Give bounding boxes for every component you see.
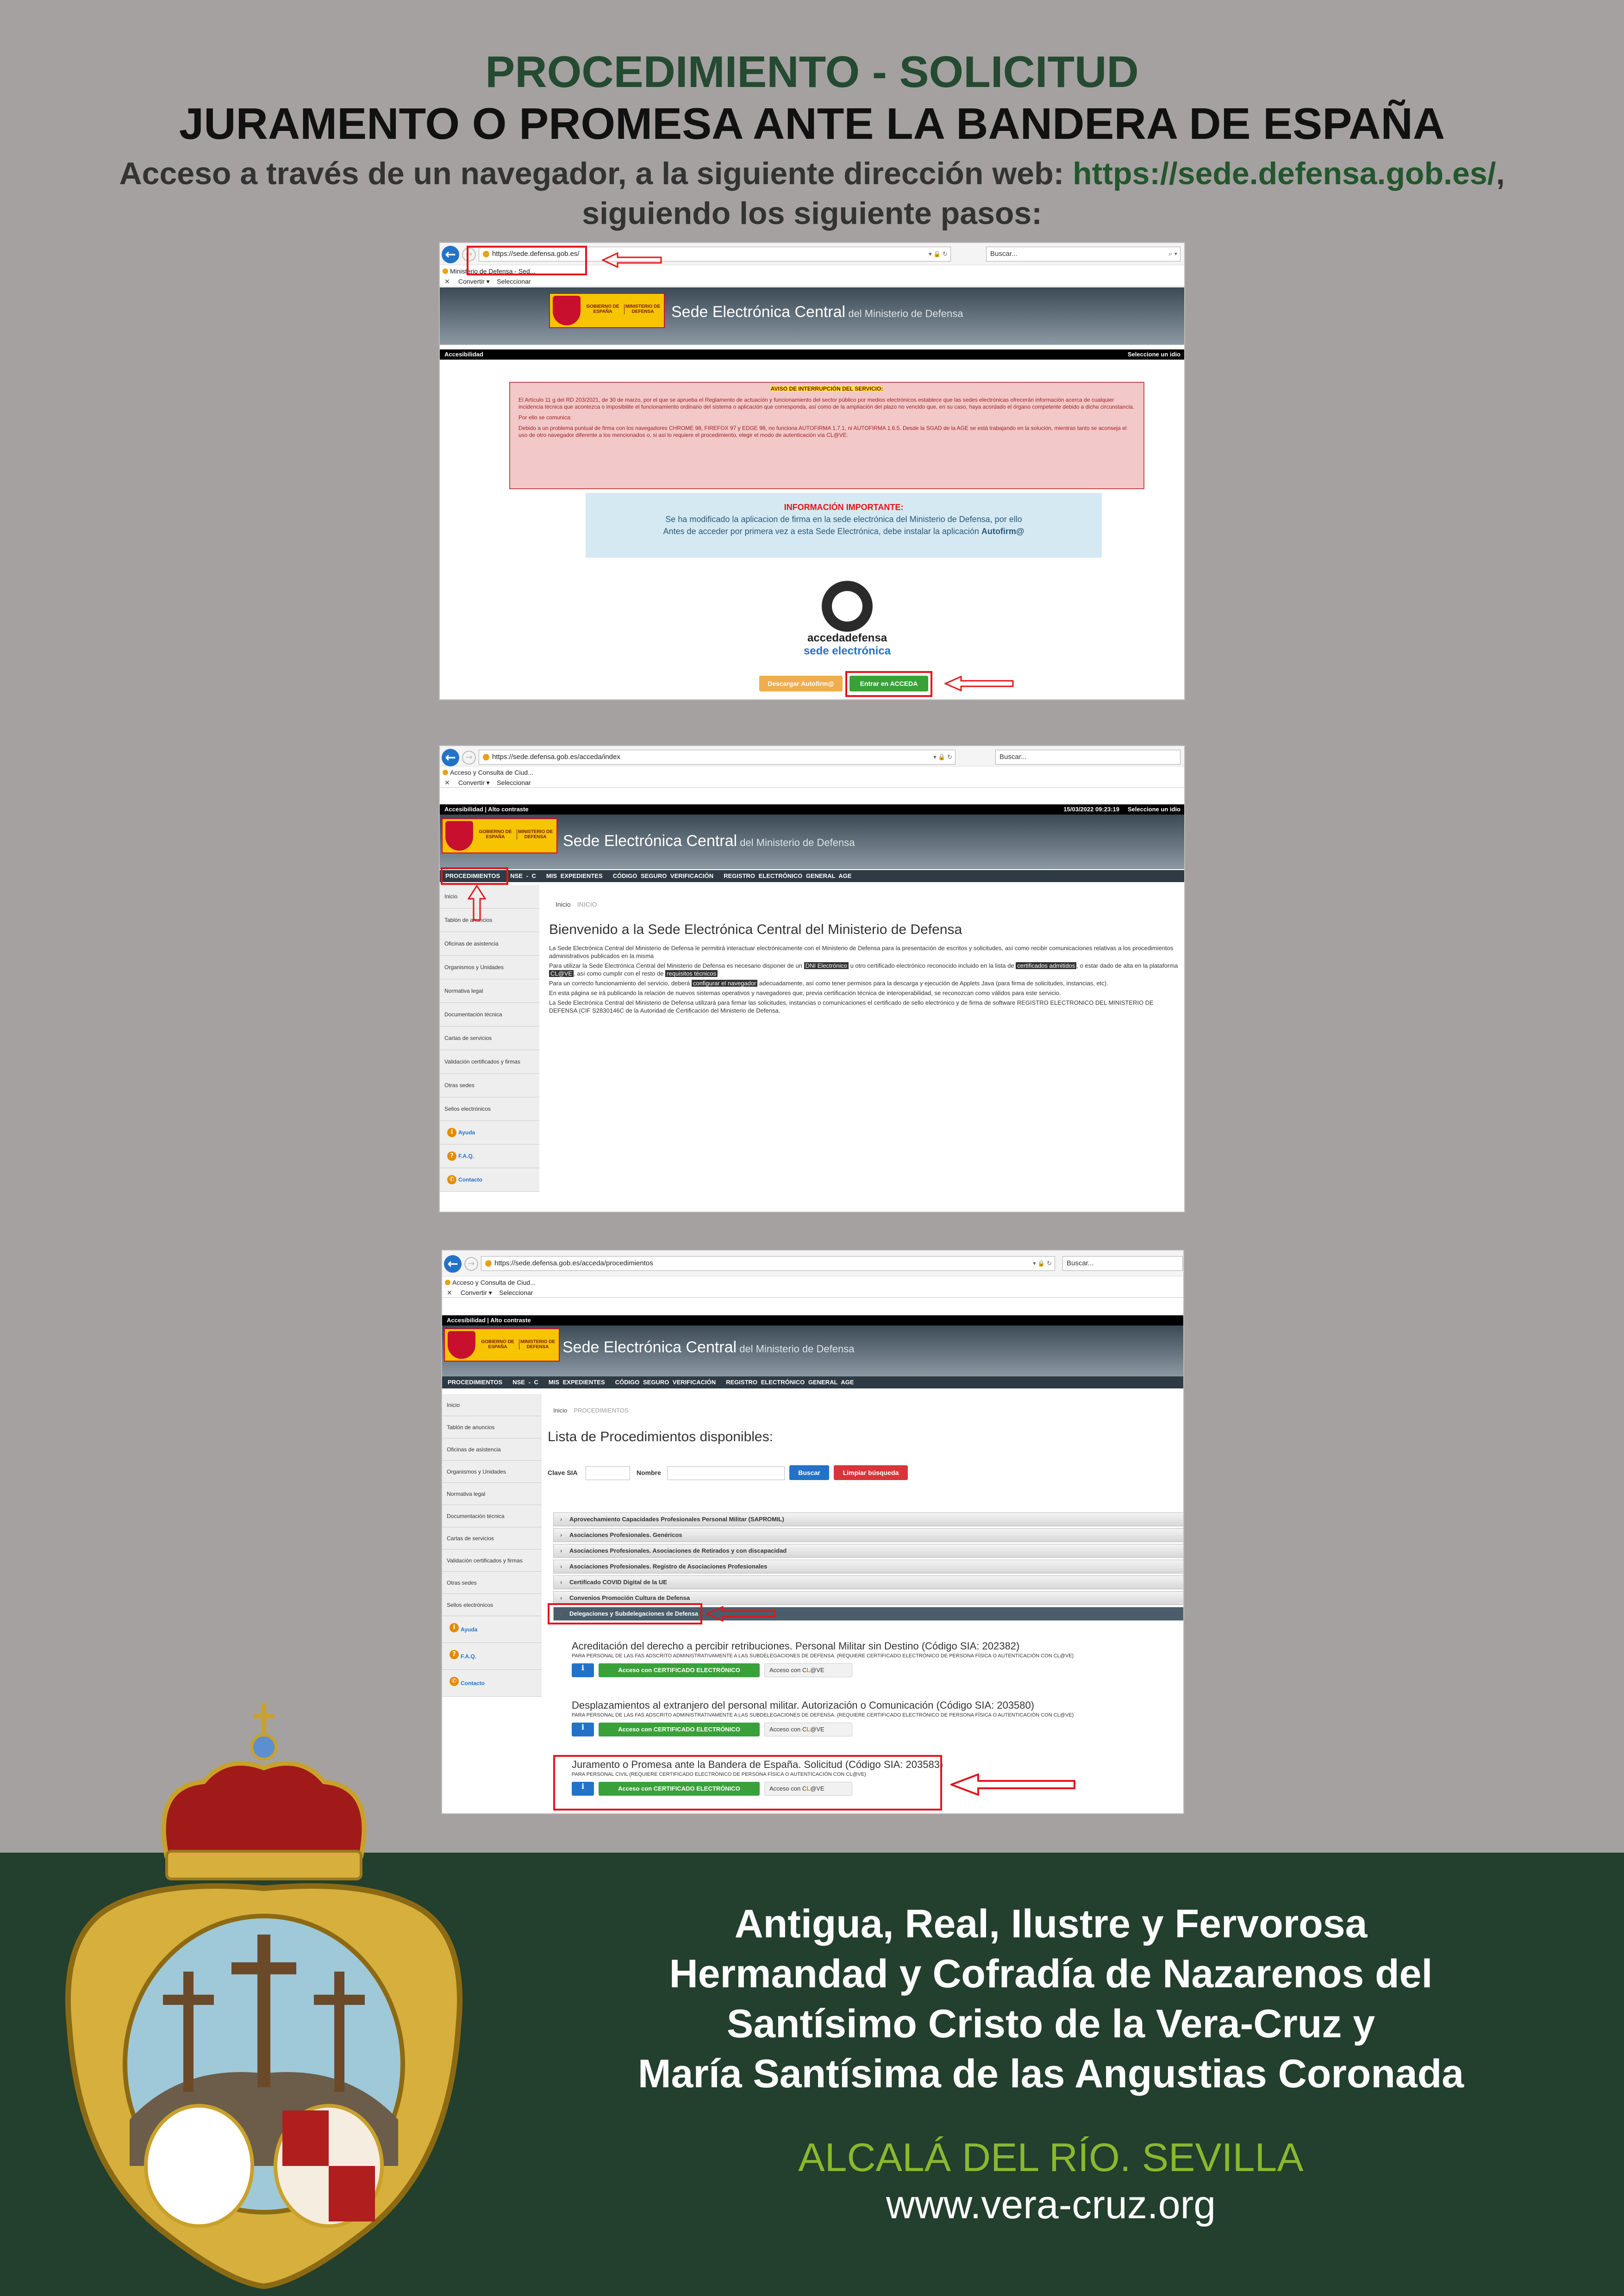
- forward-arrow-icon[interactable]: →: [462, 248, 476, 261]
- site-header: [440, 287, 1184, 345]
- nav-expedientes[interactable]: MIS EXPEDIENTES: [548, 1379, 605, 1386]
- welcome-content: Bienvenido a la Sede Electrónica Central del Ministerio de Defensa La Sede Electrónica Central del Ministerio de Defensa le permitirá interactuar electrónicamente con el Ministerio de Defensa para la presentación de escritos y solicitudes, así como recibir comunicaciones relativas a los procedimientos administrativos publicados en la misma Para utilizar la Sede Electrónica Central del Ministerio de Defensa es necesario disponer de un DNI Electrónico u otro certificado electrónico reconocido incluido en la lista de certificados admitidos , o estar dado de alta en la plataforma CL@VE , así como cumplir con el resto de requisitos técnicos Para un correcto funcionamiento del servicio, deberá configurar el navegador adecuadamente, así como tener permisos para la descarga y ejecución de Applets Java (para firma de solicitudes, instancias, etc). En esta página se irá publicando la relación de nuevos sistemas operativos y navegadores que, previa certificación técnica de interoperabilidad, se reconozcan como válidos para este servicio. La Sede Electrónica Central del Ministerio de Defensa utilizará para firmar las solicitudes, instancias o comunicaciones el certificado de sello electrónico y de firma de software REGISTRO ELECTRONICO DEL MINISTERIO DE DEFENSA (CIF S2830146C de la Autoridad de Certificación del Ministerio de Defensa.: [549, 922, 1183, 1016]
- close-icon[interactable]: ✕: [444, 278, 450, 285]
- back-arrow-icon[interactable]: ←: [442, 246, 459, 263]
- lock-icon: ▾ 🔒 ↻: [929, 250, 948, 257]
- faq-link[interactable]: ? F.A.Q.: [440, 1145, 539, 1168]
- screenshot-step-2: [439, 745, 1185, 1213]
- breadcrumb: Inicio INICIO: [556, 901, 597, 908]
- favicon-icon: [443, 770, 448, 775]
- main-nav: [440, 870, 1184, 882]
- sidebar-item[interactable]: Documentación técnica: [440, 1003, 539, 1027]
- category-row-open[interactable]: › Delegaciones y Subdelegaciones de Defensa: [553, 1607, 1184, 1621]
- site-title: Sede Electrónica Central del Ministerio de Defensa: [671, 303, 963, 321]
- category-highlight: [548, 1603, 702, 1624]
- toolbar: ✕ Convertir ▾ Seleccionar: [440, 276, 1184, 286]
- search-icon: ⌕ ▾: [1168, 250, 1177, 258]
- close-icon[interactable]: ✕: [444, 779, 450, 786]
- accessibility-bar: Accesibilidad | Alto contraste: [442, 1315, 1183, 1325]
- accessibility-bar: Accesibilidad Seleccione un idio: [440, 349, 1184, 360]
- sidebar-item[interactable]: Normativa legal: [442, 1483, 542, 1505]
- contact-link[interactable]: ✆ Contacto: [440, 1168, 539, 1192]
- sidebar: [440, 885, 539, 1192]
- nav-registro[interactable]: REGISTRO ELECTRÓNICO GENERAL AGE: [724, 872, 852, 879]
- procedure-title: PROCEDIMIENTO - SOLICITUD: [485, 47, 1139, 97]
- sidebar-item[interactable]: Otras sedes: [442, 1572, 542, 1594]
- address-bar[interactable]: https://sede.defensa.gob.es/acceda/procedimientos ▾ 🔒 ↻: [481, 1256, 1055, 1271]
- help-link[interactable]: i Ayuda: [442, 1616, 542, 1643]
- nombre-input[interactable]: [667, 1466, 785, 1480]
- red-arrow-up-icon: [468, 885, 486, 921]
- url-highlight: [467, 246, 587, 275]
- help-link[interactable]: i Ayuda: [440, 1121, 539, 1145]
- sidebar-item[interactable]: Sellos electrónicos: [442, 1594, 542, 1616]
- search-input[interactable]: Buscar...: [995, 750, 1181, 765]
- procedure-subtitle: JURAMENTO O PROMESA ANTE LA BANDERA DE ESPAÑA: [179, 99, 1445, 149]
- procedimientos-highlight: [441, 867, 508, 885]
- back-arrow-icon[interactable]: ←: [444, 1255, 462, 1273]
- sidebar-item[interactable]: Oficinas de asistencia: [442, 1438, 542, 1461]
- nav-procedimientos[interactable]: PROCEDIMIENTOS: [445, 872, 500, 879]
- category-row[interactable]: › Certificado COVID Digital de la UE: [553, 1575, 1184, 1589]
- screenshot-step-1: [439, 242, 1185, 700]
- enter-highlight: [845, 671, 932, 697]
- nav-csv[interactable]: CÓDIGO SEGURO VERIFICACIÓN: [615, 1379, 716, 1386]
- important-info: INFORMACIÓN IMPORTANTE: Se ha modificado la aplicacion de firma en la sede electrónica del Ministerio de Defensa, por ello Antes de acceder por primera vez a esta Sede Electrónica, debe instalar la aplicación Autofirm@: [586, 493, 1102, 558]
- certificate-access-button[interactable]: Acceso con CERTIFICADO ELECTRÓNICO: [599, 1782, 760, 1796]
- browser-tab[interactable]: Acceso y Consulta de Ciud...: [440, 767, 1184, 778]
- coat-of-arms-icon: [42, 1703, 486, 2291]
- crown-icon: [164, 1763, 364, 1856]
- download-autofirma-button[interactable]: Descargar Autofirm@: [759, 676, 843, 691]
- sidebar-item[interactable]: Cartas de servicios: [440, 1027, 539, 1050]
- government-logo: GOBIERNO DE ESPAÑA MINISTERIO DE DEFENSA: [444, 1328, 560, 1362]
- red-arrow-icon: [950, 1773, 1075, 1796]
- nav-procedimientos[interactable]: PROCEDIMIENTOS: [448, 1379, 503, 1386]
- site-title: Sede Electrónica Central del Ministerio de Defensa: [562, 1338, 855, 1356]
- sidebar-item[interactable]: Validación certificados y firmas: [442, 1549, 542, 1572]
- category-row[interactable]: › Asociaciones Profesionales. Genéricos: [553, 1528, 1184, 1542]
- faq-link[interactable]: ? F.A.Q.: [442, 1643, 542, 1670]
- coat-of-arms-icon: [448, 1331, 475, 1359]
- favicon-icon: [445, 1280, 450, 1285]
- red-arrow-icon: [944, 676, 1014, 691]
- enter-acceda-button[interactable]: Entrar en ACCEDA: [849, 676, 928, 691]
- nav-expedientes[interactable]: MIS EXPEDIENTES: [546, 872, 603, 879]
- sidebar-item[interactable]: Validación certificados y firmas: [440, 1050, 539, 1074]
- address-bar[interactable]: https://sede.defensa.gob.es/acceda/index ▾ 🔒 ↻: [479, 750, 956, 765]
- sidebar: [442, 1394, 542, 1697]
- site-header: [442, 1325, 1183, 1376]
- procedures-title: Lista de Procedimientos disponibles:: [548, 1429, 773, 1444]
- info-icon[interactable]: i: [572, 1663, 594, 1677]
- sidebar-item[interactable]: Otras sedes: [440, 1074, 539, 1097]
- sidebar-item[interactable]: Cartas de servicios: [442, 1527, 542, 1549]
- sidebar-item[interactable]: Normativa legal: [440, 979, 539, 1003]
- certificate-access-button[interactable]: Acceso con CERTIFICADO ELECTRÓNICO: [599, 1723, 760, 1736]
- browser-tab[interactable]: Acceso y Consulta de Ciud...: [442, 1277, 1183, 1288]
- service-alert: AVISO DE INTERRUPCIÓN DEL SERVICIO: El Artículo 11 g del RD 203/2021, de 30 de marzo, por el que se aprueba el Reglamento de actuación y funcionamiento del sector público por medios electrónicos establece que las sedes electrónicas ofrecerán información acerca de cualquier incidencia técnica que acontezca o imposibilite el funcionamiento ordinario del sistema o aplicación que corresponda, así como de la ampliación del plazo no vencido que, en su caso, haya acordado el órgano competente debido a dicha circunstancia. Por ello se comunica: Debido a un problema puntual de firma con los navegadores CHROME 98, FIREFOX 97 y EDGE 98, no funciona AUTOFIRMA 1.7.1, ni AUTOFIRMA 1.6.5. Desde la SGAD de la AGE se está trabajando en la solución, mientras tanto se aconseja el uso de otro navegador diferente a los mencionados o, si así lo requiere el procedimiento, elegir el modo de autenticación vía CL@VE.: [509, 382, 1144, 489]
- brotherhood-name: Antigua, Real, Ilustre y Fervorosa Hermandad y Cofradía de Nazarenos del Santísimo Cristo de la Vera-Cruz y María Santísima de las Angustias Coronada: [637, 1902, 1464, 2096]
- instructions: Acceso a través de un navegador, a la siguiente dirección web: https://sede.defensa.gob.es/, siguiendo los siguiente pasos:: [119, 156, 1505, 231]
- category-row[interactable]: › Aprovechamiento Capacidades Profesionales Personal Militar (SAPROMIL): [553, 1512, 1184, 1526]
- toolbar: ✕ Convertir ▾ Seleccionar: [442, 1288, 1183, 1298]
- address-bar[interactable]: https://sede.defensa.gob.es/ ▾ 🔒 ↻: [479, 247, 951, 261]
- nav-registro[interactable]: REGISTRO ELECTRÓNICO GENERAL AGE: [726, 1379, 854, 1386]
- search-input[interactable]: Buscar...: [1062, 1256, 1183, 1271]
- browser-tab[interactable]: Ministerio de Defensa - Sed...: [440, 266, 1184, 276]
- certificate-access-button[interactable]: Acceso con CERTIFICADO ELECTRÓNICO: [599, 1663, 760, 1677]
- clear-search-button[interactable]: Limpiar búsqueda: [834, 1465, 908, 1480]
- main-nav: [442, 1376, 1183, 1388]
- forward-arrow-icon[interactable]: →: [464, 1257, 478, 1271]
- clave-sia-input[interactable]: [586, 1466, 630, 1480]
- sidebar-item[interactable]: Tablón de anuncios: [442, 1416, 542, 1438]
- breadcrumb: Inicio PROCEDIMIENTOS: [553, 1407, 629, 1414]
- sede-url[interactable]: https://sede.defensa.gob.es/: [1073, 156, 1496, 191]
- sidebar-item[interactable]: Oficinas de asistencia: [440, 932, 539, 956]
- category-row[interactable]: › Asociaciones Profesionales. Asociaciones de Retirados y con discapacidad: [553, 1544, 1184, 1558]
- acceda-logo: accedadefensa sede electrónica: [796, 581, 898, 669]
- contact-link[interactable]: ✆ Contacto: [442, 1670, 542, 1697]
- category-row[interactable]: › Asociaciones Profesionales. Registro de Asociaciones Profesionales: [553, 1560, 1184, 1574]
- procedure-item-juramento: Juramento o Promesa ante la Bandera de España. Solicitud (Código SIA: 203583) PARA PERSONAL CIVIL (REQUIERE CERTIFICADO ELECTRÓNICO DE PERSONA FÍSICA O AUTENTICACIÓN CON CL@VE) i Acceso con CERTIFICADO ELECTRÓNICO Acceso con CL@VE: [572, 1759, 1183, 1796]
- nav-csv[interactable]: CÓDIGO SEGURO VERIFICACIÓN: [612, 872, 714, 879]
- nombre-label: Nombre: [637, 1469, 661, 1476]
- nav-nse[interactable]: NSE - C: [512, 1379, 538, 1386]
- clave-access-button[interactable]: Acceso con CL@VE: [764, 1663, 852, 1677]
- sidebar-item[interactable]: Inicio: [442, 1394, 542, 1416]
- accessibility-bar: Accesibilidad | Alto contraste 15/03/2022 09:23:19 Seleccione un idio: [440, 804, 1184, 815]
- forward-arrow-icon[interactable]: →: [462, 751, 476, 765]
- sidebar-item[interactable]: Inicio: [440, 885, 539, 908]
- sidebar-item[interactable]: Organismos y Unidades: [440, 956, 539, 979]
- clave-sia-label: Clave SIA: [548, 1469, 578, 1476]
- favicon-icon: [443, 268, 448, 274]
- search-input[interactable]: Buscar... ⌕ ▾: [986, 247, 1181, 261]
- sidebar-item[interactable]: Organismos y Unidades: [442, 1461, 542, 1483]
- coat-of-arms-icon: [553, 296, 581, 325]
- page-header: [0, 46, 1624, 233]
- government-logo: GOBIERNO DE ESPAÑA MINISTERIO DE DEFENSA: [549, 293, 665, 328]
- government-logo: GOBIERNO DE ESPAÑA MINISTERIO DE DEFENSA: [442, 818, 557, 853]
- acceda-icon: [822, 581, 873, 632]
- info-icon[interactable]: i: [572, 1723, 594, 1736]
- site-title: Sede Electrónica Central del Ministerio de Defensa: [563, 832, 855, 850]
- screenshot-step-3: [441, 1250, 1184, 1814]
- cross-icon: [257, 1935, 270, 2087]
- info-icon[interactable]: i: [572, 1782, 594, 1796]
- sidebar-item[interactable]: Sellos electrónicos: [440, 1097, 539, 1121]
- procedure-item: Acreditación del derecho a percibir retribuciones. Personal Militar sin Destino (Código SIA: 202382) PARA PERSONAL DE LAS FAS ADSCRITO ADMINISTRATIVAMENTE A LAS SUBDELEGACIONES DE DEFENSA. (REQUIERE CERTIFICADO ELECTRÓNICO DE PERSONA FÍSICA O AUTENTICACIÓN CON CL@VE) i Acceso con CERTIFICADO ELECTRÓNICO Acceso con CL@VE: [572, 1640, 1183, 1677]
- sidebar-item[interactable]: Tablón de anuncios: [440, 908, 539, 932]
- close-icon[interactable]: ✕: [447, 1289, 452, 1296]
- city: ALCALÁ DEL RÍO. SEVILLA: [798, 2135, 1304, 2180]
- red-arrow-icon: [602, 252, 662, 268]
- red-arrow-icon: [706, 1606, 775, 1622]
- welcome-title: Bienvenido a la Sede Electrónica Central del Ministerio de Defensa: [549, 922, 962, 937]
- clave-access-button[interactable]: Acceso con CL@VE: [764, 1782, 852, 1796]
- back-arrow-icon[interactable]: ←: [442, 749, 459, 766]
- site-header: [440, 815, 1184, 869]
- clave-access-button[interactable]: Acceso con CL@VE: [764, 1723, 852, 1736]
- browser-bar: [442, 1251, 1183, 1276]
- search-button[interactable]: Buscar: [789, 1465, 829, 1480]
- juramento-highlight: [553, 1755, 942, 1811]
- lock-icon: ▾ 🔒 ↻: [933, 753, 952, 760]
- toolbar: ✕ Convertir ▾ Seleccionar: [440, 778, 1184, 788]
- lock-icon: ▾ 🔒 ↻: [1033, 1260, 1052, 1267]
- category-row[interactable]: › Convenios Promoción Cultura de Defensa: [553, 1591, 1184, 1605]
- coat-of-arms-icon: [445, 821, 473, 851]
- browser-bar: [440, 746, 1184, 766]
- sidebar-item[interactable]: Documentación técnica: [442, 1505, 542, 1527]
- website-link[interactable]: www.vera-cruz.org: [886, 2183, 1216, 2227]
- procedure-item: Desplazamientos al extranjero del personal militar. Autorización o Comunicación (Código SIA: 203580) PARA PERSONAL DE LAS FAS ADSCRITO ADMINISTRATIVAMENTE A LAS SUBDELEGACIONES DE DEFENSA. (REQUIERE CERTIFICADO ELECTRÓNICO DE PERSONA FÍSICA O AUTENTICACIÓN CON CL@VE) i Acceso con CERTIFICADO ELECTRÓNICO Acceso con CL@VE: [572, 1699, 1183, 1736]
- nav-nse[interactable]: NSE - C: [510, 872, 536, 879]
